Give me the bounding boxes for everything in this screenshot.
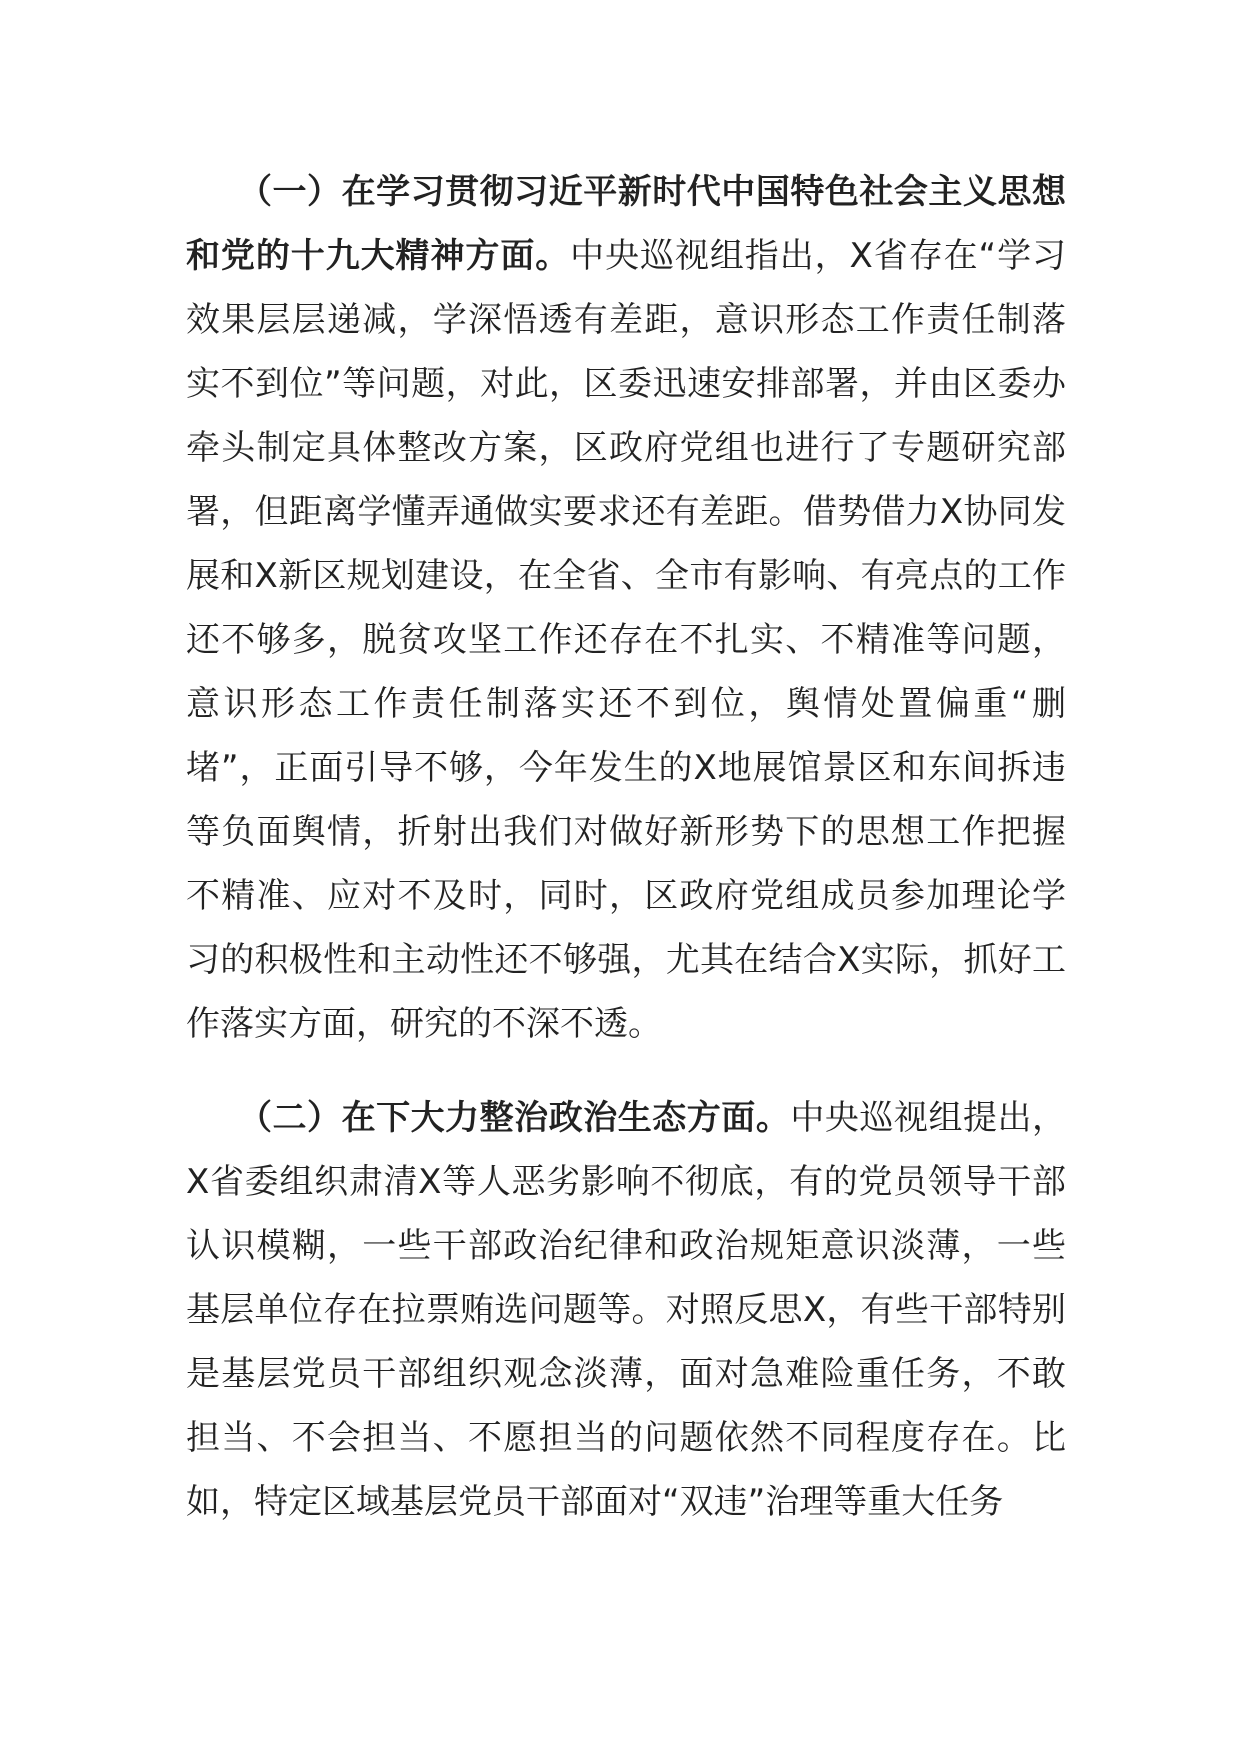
paragraph-2 — [186, 1086, 1066, 1534]
document-body — [186, 160, 1066, 1564]
paragraph-2-text: 中央巡视组提出，X省委组织肃清X等人恶劣影响不彻底，有的党员领导干部认识模糊，一些干部政治纪律和政治规矩意识淡薄，一些基层单位存在拉票贿选问题等。对照反思X，有些干部特别是基层党员干部组织观念淡薄，面对急难险重任务，不敢担当、不会担当、不愿担当的问题依然不同程度存在。比如，特定区域基层党员干部面对“双违”治理等重大任务 — [186, 1098, 1067, 1522]
paragraph-1-text: 中央巡视组指出，X省存在“学习效果层层递减，学深悟透有差距，意识形态工作责任制落实不到位”等问题，对此，区委迅速安排部署，并由区委办牵头制定具体整改方案，区政府党组也进行了专题研究部署，但距离学懂弄通做实要求还有差距。借势借力X协同发展和X新区规划建设，在全省、全市有影响、有亮点的工作还不够多，脱贫攻坚工作还存在不扎实、不精准等问题，意识形态工作责任制落实还不到位，舆情处置偏重“删堵”，正面引导不够，今年发生的X地展馆景区和东间拆违等负面舆情，折射出我们对做好新形势下的思想工作把握不精准、应对不及时，同时，区政府党组成员参加理论学习的积极性和主动性还不够强，尤其在结合X实际，抓好工作落实方面，研究的不深不透。 — [186, 236, 1067, 1044]
paragraph-2-heading: （二）在下大力整治政治生态方面。 — [238, 1098, 791, 1138]
paragraph-1 — [186, 160, 1066, 1056]
paragraph-1-heading: （一）在学习贯彻习近平新时代中国特色社会主义思想和党的十九大精神方面。 — [186, 172, 1066, 276]
